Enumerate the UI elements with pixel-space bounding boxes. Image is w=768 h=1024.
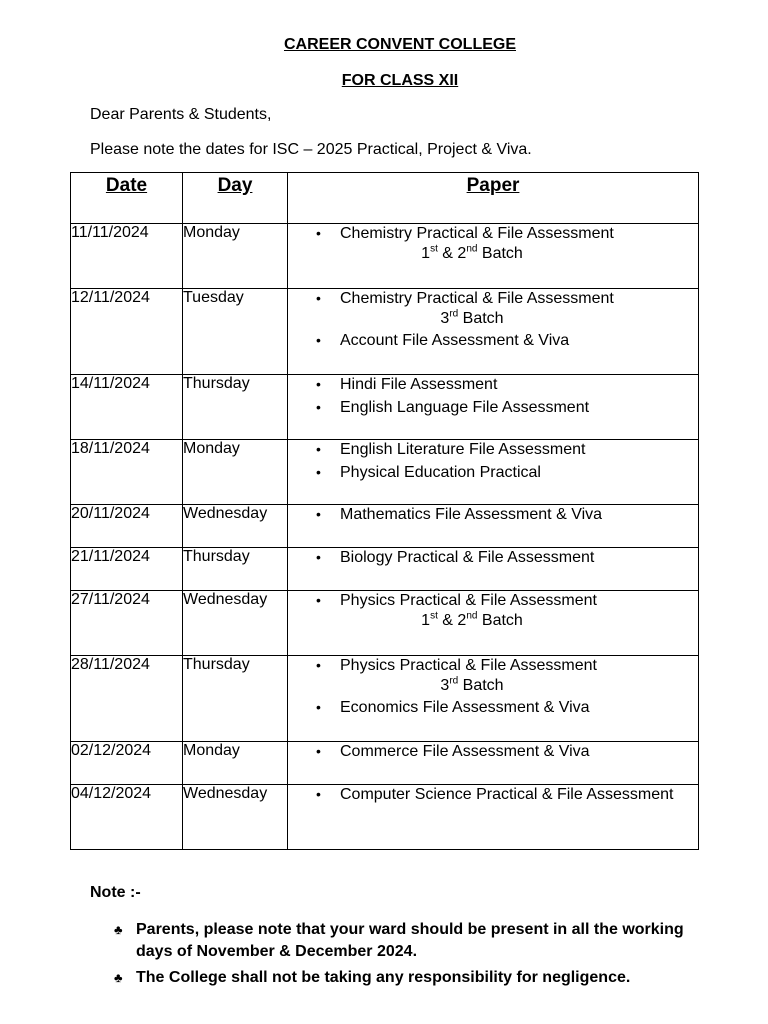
header-paper: Paper bbox=[288, 173, 699, 224]
batch-text: 1 bbox=[421, 612, 431, 629]
batch-text: Batch bbox=[477, 245, 523, 262]
paper-item-text: English Language File Assessment bbox=[340, 399, 590, 416]
batch-ordinal-suffix: nd bbox=[466, 243, 478, 255]
paper-item-text: Mathematics File Assessment & Viva bbox=[340, 506, 603, 523]
batch-text: 3 bbox=[440, 310, 450, 327]
paper-item-text: Computer Science Practical & File Assessment bbox=[340, 786, 674, 803]
bullet-icon: • bbox=[316, 376, 321, 392]
row-paper bbox=[288, 656, 699, 742]
paper-item-text: Physics Practical & File Assessment bbox=[340, 592, 597, 609]
table-row bbox=[71, 224, 699, 289]
row-paper bbox=[288, 505, 699, 548]
batch-text: 3 bbox=[440, 677, 450, 694]
table-row bbox=[71, 785, 699, 850]
batch-label bbox=[288, 611, 656, 630]
paper-item bbox=[288, 463, 698, 482]
paper-item-text: English Literature File Assessment bbox=[340, 441, 586, 458]
row-day: Tuesday bbox=[183, 289, 288, 375]
college-title: CAREER CONVENT COLLEGE bbox=[283, 36, 516, 53]
bullet-icon: • bbox=[316, 506, 321, 522]
batch-text: & 2 bbox=[437, 245, 467, 262]
bullet-icon: • bbox=[316, 464, 321, 480]
paper-item-text: Account File Assessment & Viva bbox=[340, 332, 570, 349]
paper-item-text: Chemistry Practical & File Assessment bbox=[340, 225, 614, 242]
paper-item bbox=[288, 548, 698, 567]
row-day: Thursday bbox=[183, 375, 288, 440]
row-date: 21/11/2024 bbox=[71, 548, 183, 591]
batch-text: Batch bbox=[458, 310, 504, 327]
table-row bbox=[71, 289, 699, 375]
row-date: 02/12/2024 bbox=[71, 742, 183, 785]
row-day: Wednesday bbox=[183, 591, 288, 656]
table-row bbox=[71, 656, 699, 742]
table-row bbox=[71, 375, 699, 440]
row-paper bbox=[288, 742, 699, 785]
paper-item bbox=[288, 331, 698, 350]
batch-label bbox=[288, 244, 656, 263]
row-paper bbox=[288, 289, 699, 375]
bullet-icon: • bbox=[316, 743, 321, 759]
batch-ordinal-suffix: st bbox=[430, 610, 438, 622]
batch-text: Batch bbox=[477, 612, 523, 629]
row-paper bbox=[288, 785, 699, 850]
paper-item bbox=[288, 505, 698, 524]
table-header-row bbox=[71, 173, 699, 224]
table-row bbox=[71, 440, 699, 505]
row-paper bbox=[288, 440, 699, 505]
batch-text: & 2 bbox=[437, 612, 467, 629]
note-heading: Note :- bbox=[90, 884, 141, 901]
bullet-icon: • bbox=[316, 699, 321, 715]
note-item bbox=[110, 967, 710, 989]
bullet-icon: • bbox=[316, 549, 321, 565]
paper-item bbox=[288, 224, 698, 243]
paper-item-text: Physics Practical & File Assessment bbox=[340, 657, 597, 674]
row-paper bbox=[288, 591, 699, 656]
paper-item-text: Commerce File Assessment & Viva bbox=[340, 743, 590, 760]
row-day: Monday bbox=[183, 440, 288, 505]
row-day: Wednesday bbox=[183, 785, 288, 850]
table-row bbox=[71, 742, 699, 785]
row-day: Monday bbox=[183, 224, 288, 289]
batch-ordinal-suffix: nd bbox=[466, 610, 478, 622]
paper-item bbox=[288, 656, 698, 675]
row-paper bbox=[288, 375, 699, 440]
club-bullet-icon: ♣ bbox=[114, 970, 123, 985]
row-day: Wednesday bbox=[183, 505, 288, 548]
bullet-icon: • bbox=[316, 290, 321, 306]
class-title: FOR CLASS XII bbox=[341, 72, 459, 89]
batch-text: Batch bbox=[458, 677, 504, 694]
paper-item-text: Economics File Assessment & Viva bbox=[340, 699, 590, 716]
row-date: 04/12/2024 bbox=[71, 785, 183, 850]
batch-ordinal-suffix: rd bbox=[449, 308, 459, 320]
batch-label bbox=[288, 676, 656, 695]
row-day: Monday bbox=[183, 742, 288, 785]
paper-item-text: Chemistry Practical & File Assessment bbox=[340, 290, 614, 307]
paper-item bbox=[288, 785, 698, 804]
note-item bbox=[110, 919, 710, 963]
batch-label bbox=[288, 309, 656, 328]
row-day: Thursday bbox=[183, 656, 288, 742]
paper-item-text: Physical Education Practical bbox=[340, 464, 541, 481]
schedule-table bbox=[70, 172, 699, 850]
bullet-icon: • bbox=[316, 332, 321, 348]
paper-item bbox=[288, 440, 698, 459]
paper-item bbox=[288, 375, 698, 394]
table-row bbox=[71, 591, 699, 656]
paper-item-text: Hindi File Assessment bbox=[340, 376, 498, 393]
bullet-icon: • bbox=[316, 399, 321, 415]
club-bullet-icon: ♣ bbox=[114, 922, 123, 937]
batch-ordinal-suffix: rd bbox=[449, 675, 459, 687]
row-date: 12/11/2024 bbox=[71, 289, 183, 375]
row-paper bbox=[288, 548, 699, 591]
paper-item bbox=[288, 289, 698, 308]
greeting: Dear Parents & Students, bbox=[90, 106, 272, 123]
bullet-icon: • bbox=[316, 441, 321, 457]
row-paper bbox=[288, 224, 699, 289]
bullet-icon: • bbox=[316, 786, 321, 802]
row-date: 14/11/2024 bbox=[71, 375, 183, 440]
row-date: 20/11/2024 bbox=[71, 505, 183, 548]
intro-text: Please note the dates for ISC – 2025 Practical, Project & Viva. bbox=[90, 141, 532, 158]
bullet-icon: • bbox=[316, 225, 321, 241]
batch-ordinal-suffix: st bbox=[430, 243, 438, 255]
row-date: 28/11/2024 bbox=[71, 656, 183, 742]
table-row bbox=[71, 505, 699, 548]
row-date: 11/11/2024 bbox=[71, 224, 183, 289]
row-date: 27/11/2024 bbox=[71, 591, 183, 656]
note-text: The College shall not be taking any responsibility for negligence. bbox=[136, 969, 631, 986]
note-text: Parents, please note that your ward should be present in all the working days of November & December 2024. bbox=[136, 921, 684, 960]
row-day: Thursday bbox=[183, 548, 288, 591]
batch-text: 1 bbox=[421, 245, 431, 262]
header-day: Day bbox=[183, 173, 288, 224]
bullet-icon: • bbox=[316, 592, 321, 608]
header-date: Date bbox=[71, 173, 183, 224]
paper-item bbox=[288, 698, 698, 717]
paper-item bbox=[288, 742, 698, 761]
row-date: 18/11/2024 bbox=[71, 440, 183, 505]
note-list bbox=[110, 919, 710, 993]
table-row bbox=[71, 548, 699, 591]
paper-item bbox=[288, 398, 698, 417]
paper-item-text: Biology Practical & File Assessment bbox=[340, 549, 595, 566]
paper-item bbox=[288, 591, 698, 610]
bullet-icon: • bbox=[316, 657, 321, 673]
